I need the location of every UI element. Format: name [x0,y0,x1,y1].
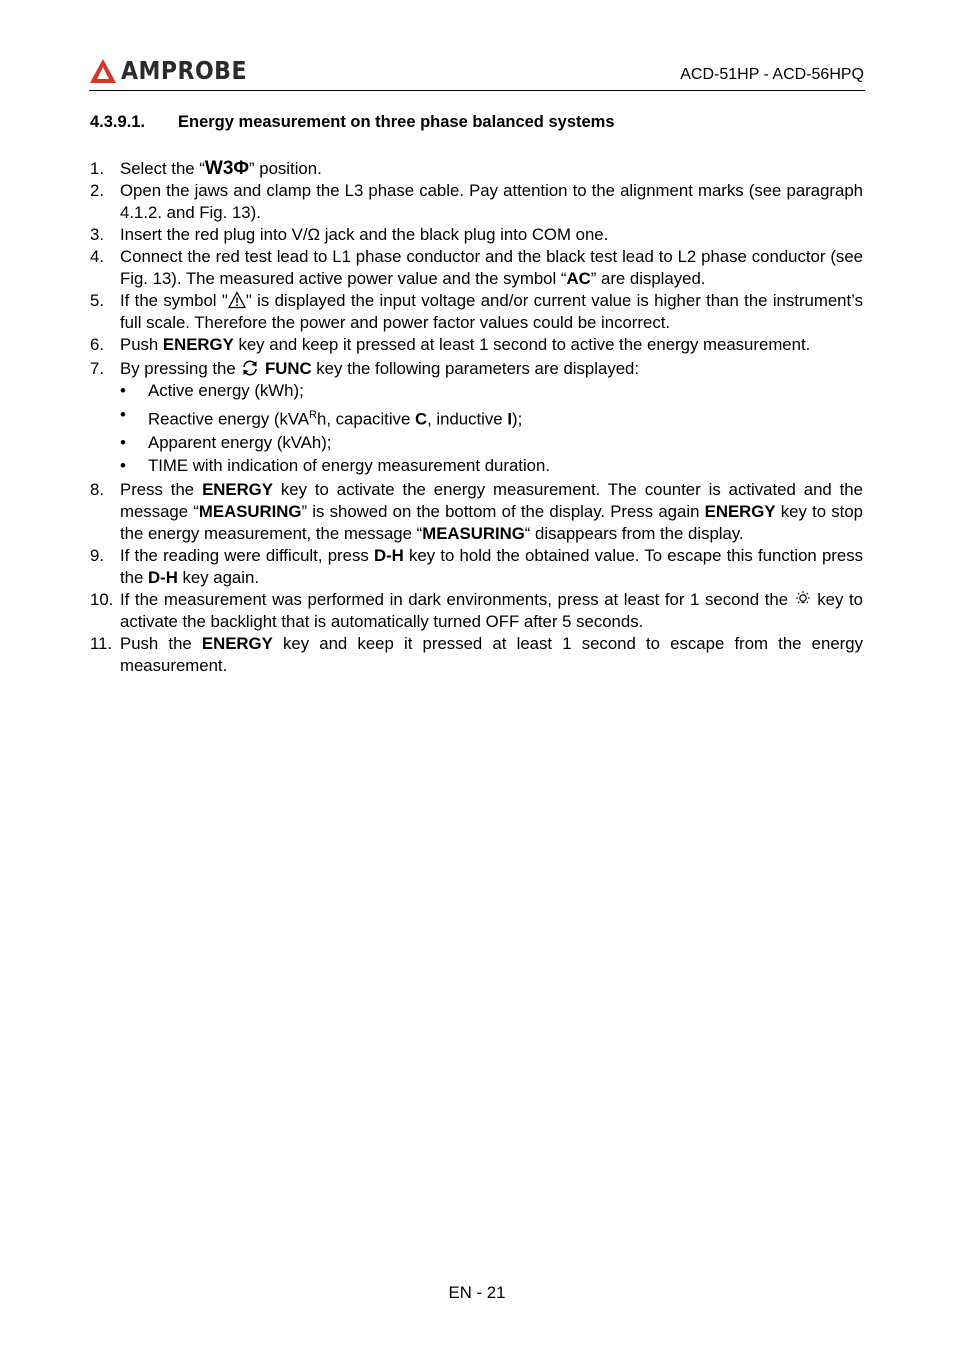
step-text: key again. [177,567,259,587]
step-keyword: ENERGY [704,501,776,521]
w3-phi-symbol: W3Φ [204,158,249,179]
step-2 [90,180,863,224]
section-title [90,113,615,132]
step-text: Connect the red test lead to L1 phase conductor and the black test lead to L2 phase conductor (see Fig. 13). The measured active power value and the symbol “ [120,247,863,288]
step-text: Select the “ [120,159,205,178]
step-number: 5. [90,291,104,310]
step-text: Press the [120,479,203,499]
bullet-text: h, capacitive [317,409,415,429]
step-text: key to activate the backlight that is automatically turned OFF after 5 seconds. [120,589,864,631]
step-text: ” is showed on the bottom of the display. Press again [301,501,705,521]
step-text: key the following parameters are displayed: [311,359,640,378]
bullet-text: , inductive [427,409,508,429]
step-number: 3. [90,225,104,244]
step-keyword: MEASURING [422,523,525,543]
step-9 [90,545,863,589]
step-text: Insert the red plug into V/Ω jack and the black plug into COM one. [120,225,609,244]
cycle-arrows-icon [240,359,260,377]
step-text: ” position. [249,159,322,178]
step-3 [90,224,863,246]
step-keyword: MEASURING [198,501,302,521]
step-text: Push [120,335,163,354]
step-number: 8. [90,479,104,499]
step-11 [90,633,863,677]
step-text: By pressing the [120,359,241,378]
step-number: 9. [90,545,104,565]
step-number: 4. [90,247,104,266]
parameter-list [90,380,863,477]
page-number: EN - 21 [448,1283,506,1302]
step-number: 1. [90,159,104,178]
step-text: If the reading were difficult, press [120,545,374,565]
step-text: Open the jaws and clamp the L3 phase cable. Pay attention to the alignment marks (see paragraph 4.1.2. and Fig. 13). [120,181,863,222]
step-6 [90,334,863,356]
section-title-text: Energy measurement on three phase balanced systems [178,113,615,131]
instruction-list [90,158,863,677]
bullet-item: • Apparent energy (kVAh); [120,432,332,452]
step-keyword: ENERGY [202,479,273,499]
step-keyword: FUNC [265,359,312,378]
step-text: If the symbol " [120,291,228,310]
step-text: key to stop the energy measurement, the message “ [120,501,863,543]
page-header [89,56,865,91]
step-4 [90,246,863,290]
step-keyword: AC [566,269,591,288]
step-text: key to activate the energy measurement. The counter is activated and the message “ [120,479,863,521]
step-text: " is displayed the input voltage and/or current value is higher than the instrument’s full scale. Therefore the power and power factor values could be incorrect. [120,291,863,332]
step-keyword: ENERGY [162,335,234,354]
step-number: 7. [90,359,104,378]
bullet-item: • TIME with indication of energy measurement duration. [120,456,551,476]
step-number: 2. [90,181,104,200]
step-text: If the measurement was performed in dark environments, press at least for 1 second the [120,589,794,609]
step-number: 11. [90,633,113,653]
bullet-keyword: C [414,409,428,429]
step-text: key and keep it pressed at least 1 second to escape from the energy measurement. [120,633,863,675]
step-keyword: D-H [373,545,404,565]
step-8 [90,479,863,545]
step-keyword: D-H [148,567,178,587]
step-number: 10. [90,589,114,609]
bullet-text: Active energy (kWh); [148,381,304,400]
bullet-text: ); [511,409,523,429]
step-1 [90,158,863,180]
step-text: key and keep it pressed at least 1 second to active the energy measurement. [233,335,811,354]
superscript-r: R [309,408,317,421]
step-text: “ disappears from the display. [524,523,744,543]
amprobe-logo [89,58,247,84]
section-number: 4.3.9.1. [90,113,146,131]
step-text: Push the [120,633,202,653]
bullet-text: TIME with indication of energy measurement duration. [148,456,551,476]
step-number: 6. [90,335,104,354]
logo-triangle-icon [89,58,117,84]
step-text: ” are displayed. [590,269,706,288]
step-keyword: ENERGY [201,633,273,653]
logo-wordmark: AMPROBE [121,56,247,86]
bullet-text: Reactive energy (kVA [148,409,310,429]
backlight-bulb-icon [794,590,812,608]
step-text: key to hold the obtained value. To escape this function press the [120,545,863,587]
bullet-item: • Reactive energy (kVA$^R$h, capacitive C, inductive I); [120,404,523,429]
step-10 [90,589,863,633]
bullet-text: Apparent energy (kVAh); [148,432,332,452]
step-5 [90,290,863,334]
warning-icon [228,291,246,309]
bullet-item: • Active energy (kWh); [120,381,304,400]
step-7 [90,358,863,380]
bullet-keyword: I [507,409,512,429]
model-number: ACD-51HP - ACD-56HPQ [680,66,864,83]
